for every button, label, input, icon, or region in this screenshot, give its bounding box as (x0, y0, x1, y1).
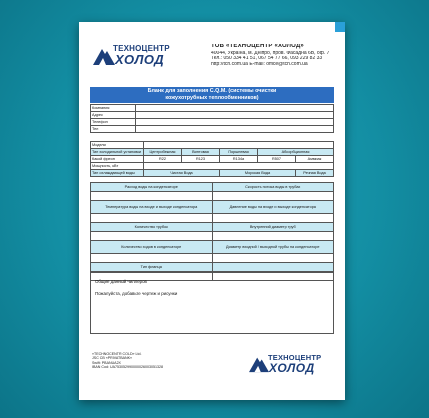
param-field[interactable] (91, 254, 213, 263)
unit-spec-table (90, 141, 334, 177)
logo-text-bottom: ХОЛОД (115, 52, 165, 67)
form-title-banner (90, 87, 334, 103)
unit-type-label: Тип холодильной установки (91, 149, 144, 156)
param-label: Температура воды на входе и выходе конденсатора (91, 201, 213, 214)
unit-type-option[interactable]: Абсорбционная (258, 149, 334, 156)
letterhead (93, 44, 333, 84)
param-label: Количество трубок (91, 223, 213, 232)
contact-phone-field[interactable] (136, 119, 334, 126)
param-field[interactable] (91, 214, 213, 223)
param-label (212, 263, 334, 272)
refrigerant-option[interactable]: R507 (258, 156, 296, 163)
param-field[interactable] (91, 192, 213, 201)
table-row (91, 263, 334, 272)
param-label: Скорость потока воды в трубах (212, 183, 334, 192)
table-row (91, 214, 334, 223)
refrigerant-option[interactable]: R123 (182, 156, 220, 163)
company-logo (93, 44, 189, 68)
notes-line-1: Общие данный чиллеров (95, 279, 147, 284)
param-field[interactable] (212, 232, 334, 241)
bank-line-4: IBAN Cod: UA753052990000026003051328 (92, 364, 163, 369)
param-label: Диаметр входной / выходной трубы на конденсаторе (212, 241, 334, 254)
contact-company-field[interactable] (136, 105, 334, 112)
logo-text-top: ТЕХНОЦЕНТР (113, 44, 170, 53)
contact-label-address: Адрес (91, 112, 136, 119)
table-row (91, 170, 334, 177)
table-row (91, 223, 334, 232)
refrigerant-label: Какой фреон (91, 156, 144, 163)
contact-address-field[interactable] (136, 112, 334, 119)
notes-box[interactable] (90, 272, 334, 334)
table-row (91, 163, 334, 170)
model-field[interactable] (144, 142, 334, 149)
unit-type-option[interactable]: Поршневая (220, 149, 258, 156)
refrigerant-option[interactable]: R134a (220, 156, 258, 163)
company-details (211, 44, 331, 67)
param-field[interactable] (212, 192, 334, 201)
contact-label-company: Компания (91, 105, 136, 112)
form-title-line-2: кожухотрубных теплообменников) (165, 94, 259, 101)
table-row (91, 183, 334, 192)
param-label: Тип фланца (91, 263, 213, 272)
unit-type-option[interactable]: Винтовая (182, 149, 220, 156)
table-row (91, 126, 334, 133)
param-label: Внутренний диаметр труб (212, 223, 334, 232)
notes-line-2: Пожалуйста, добавьте чертеж и рисунки (95, 291, 178, 296)
parameters-table (90, 182, 334, 281)
param-label: Расход воды на конденсаторе (91, 183, 213, 192)
snowflake-peak-icon (249, 353, 269, 375)
bank-line-2: JSC CB «PRIVATBANK» (92, 356, 133, 361)
water-type-option[interactable]: Речная Вода (296, 170, 334, 177)
water-type-option[interactable]: Морская Вода (220, 170, 296, 177)
table-row (91, 142, 334, 149)
water-type-option[interactable]: Чистая Вода (144, 170, 220, 177)
corner-accent (335, 22, 345, 32)
table-row (91, 149, 334, 156)
table-row (91, 241, 334, 254)
bank-details (92, 352, 202, 369)
form-title-line-1: Бланк для заполнения С.Q.M. (системы очистки (147, 88, 277, 94)
table-row (91, 119, 334, 126)
param-label: Давление воды на входе и выходе конденсатора (212, 201, 334, 214)
table-row (91, 105, 334, 112)
company-address: 40044, Україна, м. Дніпро, пров. Фасадна 6В, оф. 7 (211, 50, 330, 56)
water-type-label: Тип охлаждающей воды (91, 170, 144, 177)
contact-table (90, 104, 334, 133)
refrigerant-option[interactable]: Аммиак (296, 156, 334, 163)
company-contacts: http://tch.com.ua E-mail: office@tch.com.ua (211, 61, 308, 67)
company-phones: Тел.: 050 334 41 51, 067 54 77 66, 093 229 82 33 (211, 56, 323, 62)
company-name: ТОВ «ТЕХНОЦЕНТР «ХОЛОД» (211, 44, 304, 49)
form-sheet (79, 22, 345, 400)
table-row (91, 156, 334, 163)
logo-text-bottom: ХОЛОД (269, 361, 315, 375)
table-row (91, 192, 334, 201)
power-label: Мощность, кВт (91, 163, 144, 170)
power-field[interactable] (144, 163, 334, 170)
snowflake-peak-icon (93, 45, 115, 67)
bank-line-3: Swift: PBANUA2X (92, 360, 121, 365)
param-field[interactable] (212, 254, 334, 263)
unit-type-option[interactable]: Центробежная (144, 149, 182, 156)
param-field[interactable] (212, 214, 334, 223)
refrigerant-option[interactable]: R22 (144, 156, 182, 163)
table-row (91, 254, 334, 263)
param-label: Количество ходов в конденсаторе (91, 241, 213, 254)
table-row (91, 112, 334, 119)
table-row (91, 232, 334, 241)
logo-text-top: ТЕХНОЦЕНТР (268, 353, 322, 362)
table-row (91, 201, 334, 214)
contact-label-tel: Тел (91, 126, 136, 133)
bank-line-1: «TECHNOCENTR COLD» Ltd. (92, 352, 142, 356)
contact-tel-field[interactable] (136, 126, 334, 133)
contact-label-phone: Телефон (91, 119, 136, 126)
model-label: Модели (91, 142, 144, 149)
param-field[interactable] (91, 232, 213, 241)
footer-logo (249, 353, 339, 377)
